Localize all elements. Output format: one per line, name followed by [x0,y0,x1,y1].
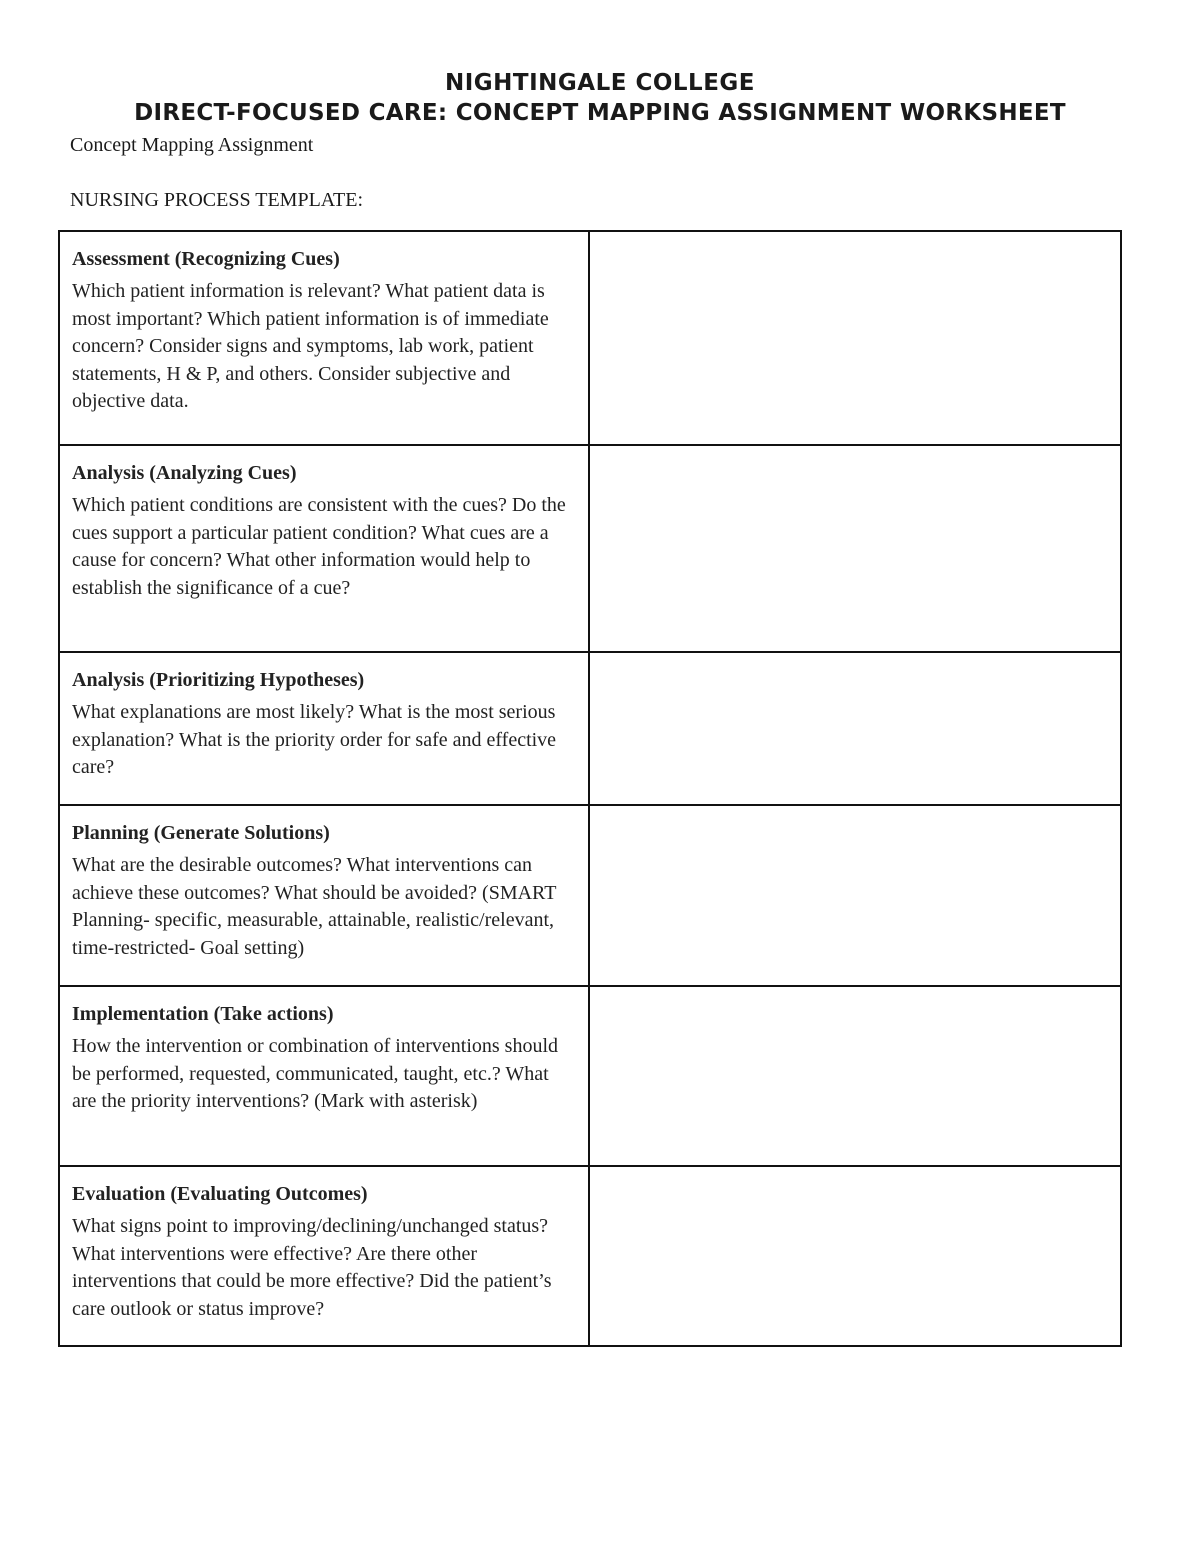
course-prefix: DIRECT-FOCUSED CARE: [134,100,456,126]
table-row-analyzing-cues [59,445,1121,652]
step-title: Analysis (Analyzing Cues) [72,462,297,484]
step-title: Planning (Generate Solutions) [72,822,330,844]
step-prompt: Which patient conditions are consistent with the cues? Do the cues support a particular patient condition? What cues are a cause for concern? What other information would help to establish the significance of a cue? [72,494,566,599]
response-cell[interactable] [589,986,1121,1166]
table-row-assessment [59,231,1121,445]
response-cell[interactable] [589,652,1121,805]
step-prompt: How the intervention or combination of interventions should be performed, requested, communicated, taught, etc.? What are the priority interventions? (Mark with asterisk) [72,1035,559,1112]
prompt-cell [59,652,589,805]
prompt-cell [59,986,589,1166]
step-title: Implementation (Take actions) [72,1003,334,1025]
table-row-evaluation [59,1166,1121,1346]
prompt-cell [59,1166,589,1346]
step-prompt: What explanations are most likely? What is the most serious explanation? What is the priority order for safe and effective care? [72,701,557,778]
step-title: Assessment (Recognizing Cues) [72,248,340,270]
prompt-cell [59,805,589,986]
step-prompt: What are the desirable outcomes? What interventions can achieve these outcomes? What should be avoided? (SMART Planning- specific, measurable, attainable, realistic/relevant, time-restricted- Goal setting) [72,854,557,959]
prompt-cell [59,445,589,652]
table-row-planning [59,805,1121,986]
response-cell[interactable] [589,231,1121,445]
step-prompt: Which patient information is relevant? What patient data is most important? Which patient information is of immediate concern? Consider signs and symptoms, lab work, patient statements, H & P, and others. Consider subjective and objective data. [72,280,549,412]
template-label: NURSING PROCESS TEMPLATE: [70,189,364,211]
step-title: Evaluation (Evaluating Outcomes) [72,1183,368,1205]
college-name: NIGHTINGALE COLLEGE [444,70,756,96]
worksheet-title [0,100,1200,126]
step-prompt: What signs point to improving/declining/unchanged status? What interventions were effective? Are there other interventions that could be more effective? Did the patient’s care outlook or status improve? [72,1215,552,1320]
table-row-implementation [59,986,1121,1166]
response-cell[interactable] [589,445,1121,652]
assignment-subtitle: Concept Mapping Assignment [70,134,314,156]
table-row-prioritizing-hypotheses [59,652,1121,805]
response-cell[interactable] [589,805,1121,986]
course-title: CONCEPT MAPPING ASSIGNMENT WORKSHEET [455,100,1066,126]
response-cell[interactable] [589,1166,1121,1346]
nursing-process-table [58,230,1122,1347]
step-title: Analysis (Prioritizing Hypotheses) [72,669,365,691]
prompt-cell [59,231,589,445]
